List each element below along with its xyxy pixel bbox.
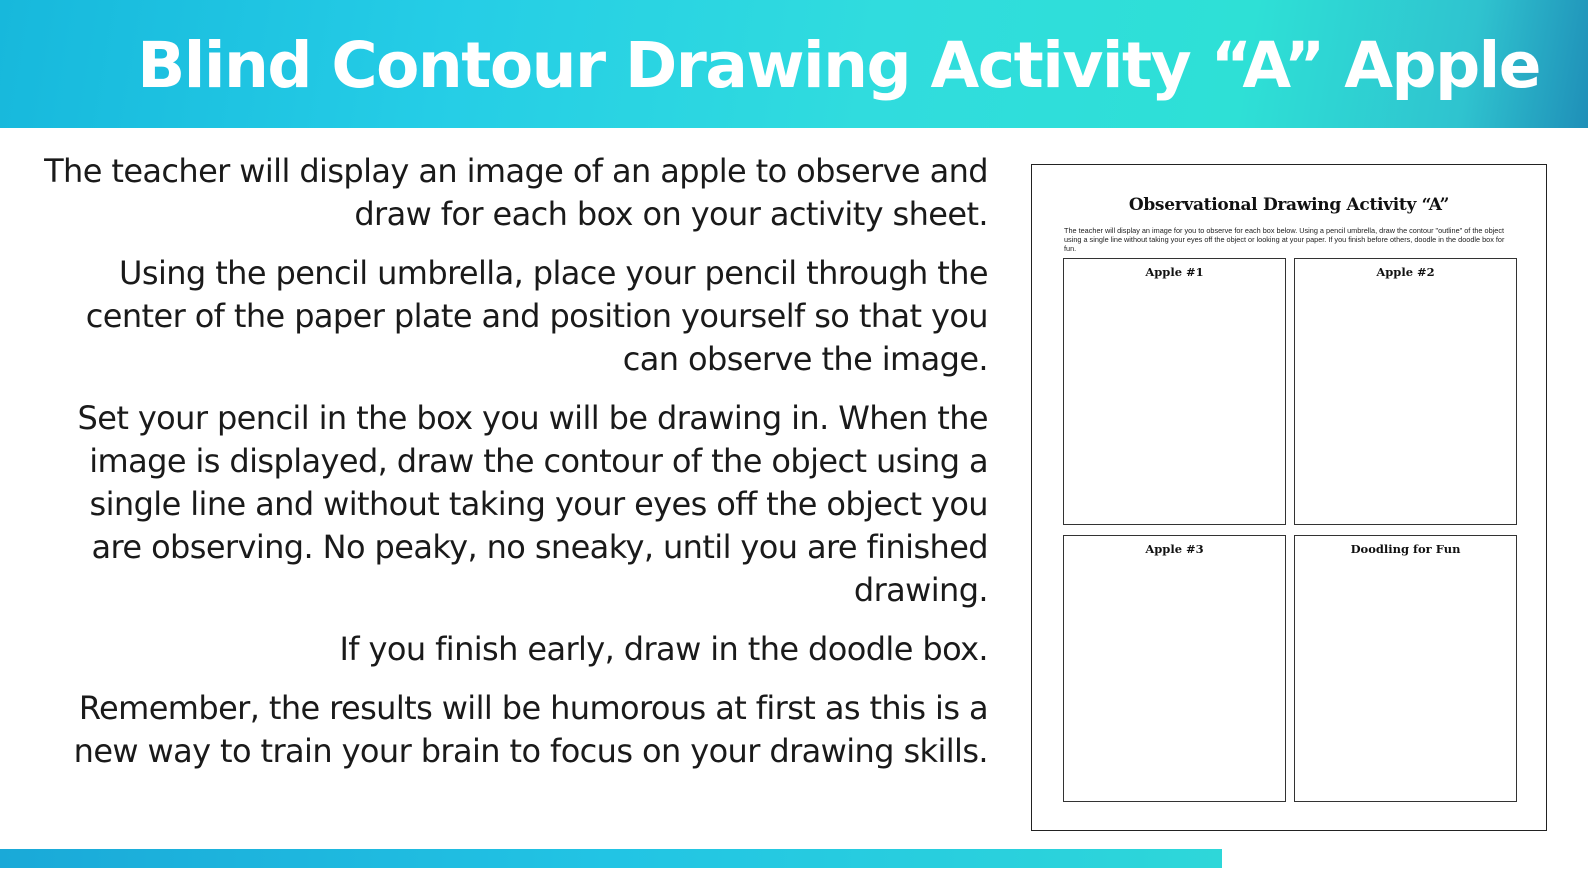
instructions-text bbox=[40, 150, 988, 789]
worksheet-box-doodle bbox=[1294, 535, 1517, 802]
paragraph-pencil-umbrella: Using the pencil umbrella, place your pencil through the center of the paper plate and position yourself so that you can observe the image. bbox=[85, 254, 988, 378]
worksheet-box-label: Doodling for Fun bbox=[1350, 542, 1461, 556]
worksheet-box-apple-3 bbox=[1063, 535, 1286, 802]
worksheet-instructions: The teacher will display an image for you to observe for each box below. Using a pencil umbrella, draw the contour "outline" of the object using a single line without taking your eyes off the object or looking at your paper. If you finish before others, doodle in the doodle box for fun. bbox=[1064, 226, 1505, 254]
worksheet-box-label: Apple #1 bbox=[1145, 265, 1204, 279]
footer-accent-bar bbox=[0, 849, 1222, 868]
activity-worksheet-preview bbox=[1031, 164, 1547, 831]
paragraph-finish-early: If you finish early, draw in the doodle box. bbox=[339, 630, 988, 668]
worksheet-box-apple-1 bbox=[1063, 258, 1286, 525]
paragraph-remember: Remember, the results will be humorous at first as this is a new way to train your brain to focus on your drawing skills. bbox=[73, 689, 988, 770]
paragraph-set-pencil: Set your pencil in the box you will be drawing in. When the image is displayed, draw the contour of the object using a single line and without taking your eyes off the object you are observing. No peaky, no sneaky, until you are finished drawing. bbox=[77, 399, 988, 609]
slide-title: Blind Contour Drawing Activity “A” Apple bbox=[137, 29, 1540, 102]
worksheet-title: Observational Drawing Activity “A” bbox=[1128, 195, 1450, 215]
worksheet-box-label: Apple #2 bbox=[1376, 265, 1435, 279]
paragraph-display-image: The teacher will display an image of an apple to observe and draw for each box on your activity sheet. bbox=[44, 152, 988, 233]
worksheet-box-label: Apple #3 bbox=[1145, 542, 1204, 556]
worksheet-box-apple-2 bbox=[1294, 258, 1517, 525]
header-banner bbox=[0, 0, 1588, 128]
